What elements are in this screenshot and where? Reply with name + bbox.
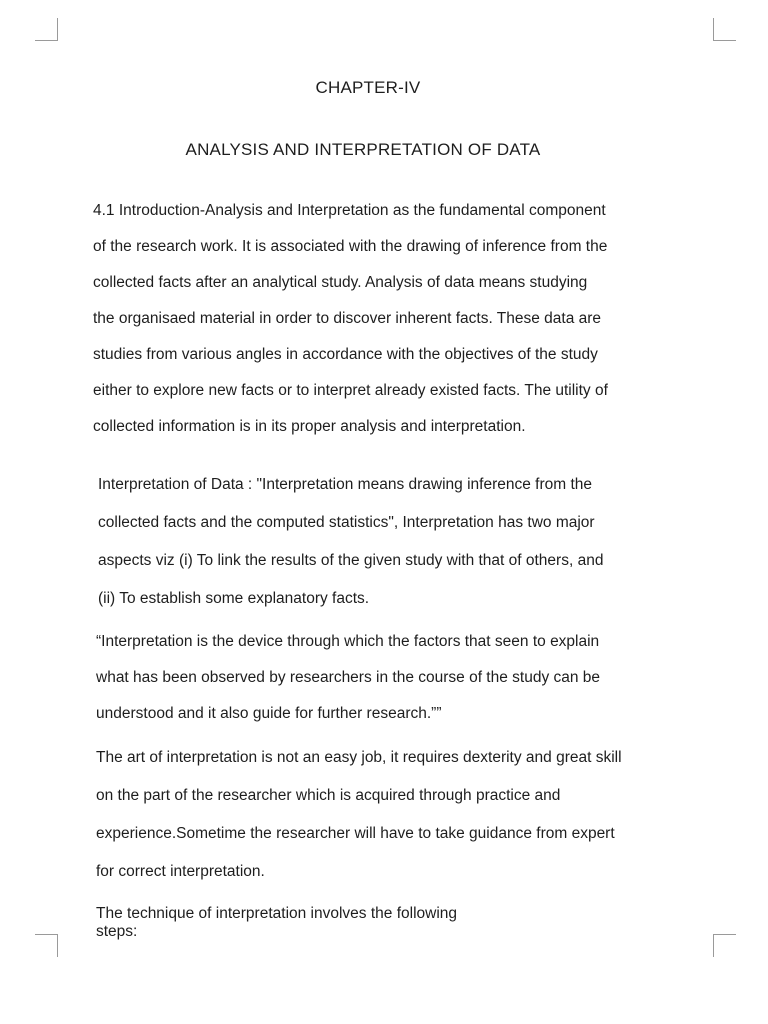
crop-mark-bottom-left — [35, 934, 58, 957]
chapter-title: ANALYSIS AND INTERPRETATION OF DATA — [185, 140, 541, 159]
introduction-paragraph: 4.1 Introduction-Analysis and Interpretation as the fundamental component of the research work. It is associated with the drawing of inference from the collected facts after an analytical study. Analysis of data means studying the organisaed material in order to discover inherent facts. These data are studies from various angles in accordance with the objectives of the study either to explore new facts or to interpret already existed facts. The utility of collected information is in its proper analysis and interpretation. — [93, 202, 608, 435]
crop-mark-top-left — [35, 18, 58, 41]
technique-paragraph: The technique of interpretation involves the following steps: — [96, 905, 458, 940]
chapter-heading: CHAPTER-IV — [315, 78, 421, 97]
quotation-paragraph: “Interpretation is the device through which the factors that seen to explain what has been observed by researchers in the course of the study can be understood and it also guide for further research.”” — [96, 633, 601, 722]
interpretation-definition-paragraph: Interpretation of Data : "Interpretation means drawing inference from the collected facts and the computed statistics", Interpretation has two major aspects viz (i) To link the results of the given study with that of others, and (ii) To establish some explanatory facts. — [98, 476, 604, 607]
crop-mark-bottom-right — [713, 934, 736, 957]
crop-mark-top-right — [713, 18, 736, 41]
art-of-interpretation-paragraph: The art of interpretation is not an easy job, it requires dexterity and great skill on the part of the researcher which is acquired through practice and experience.Sometime the researcher will have to take guidance from expert for correct interpretation. — [96, 749, 622, 880]
